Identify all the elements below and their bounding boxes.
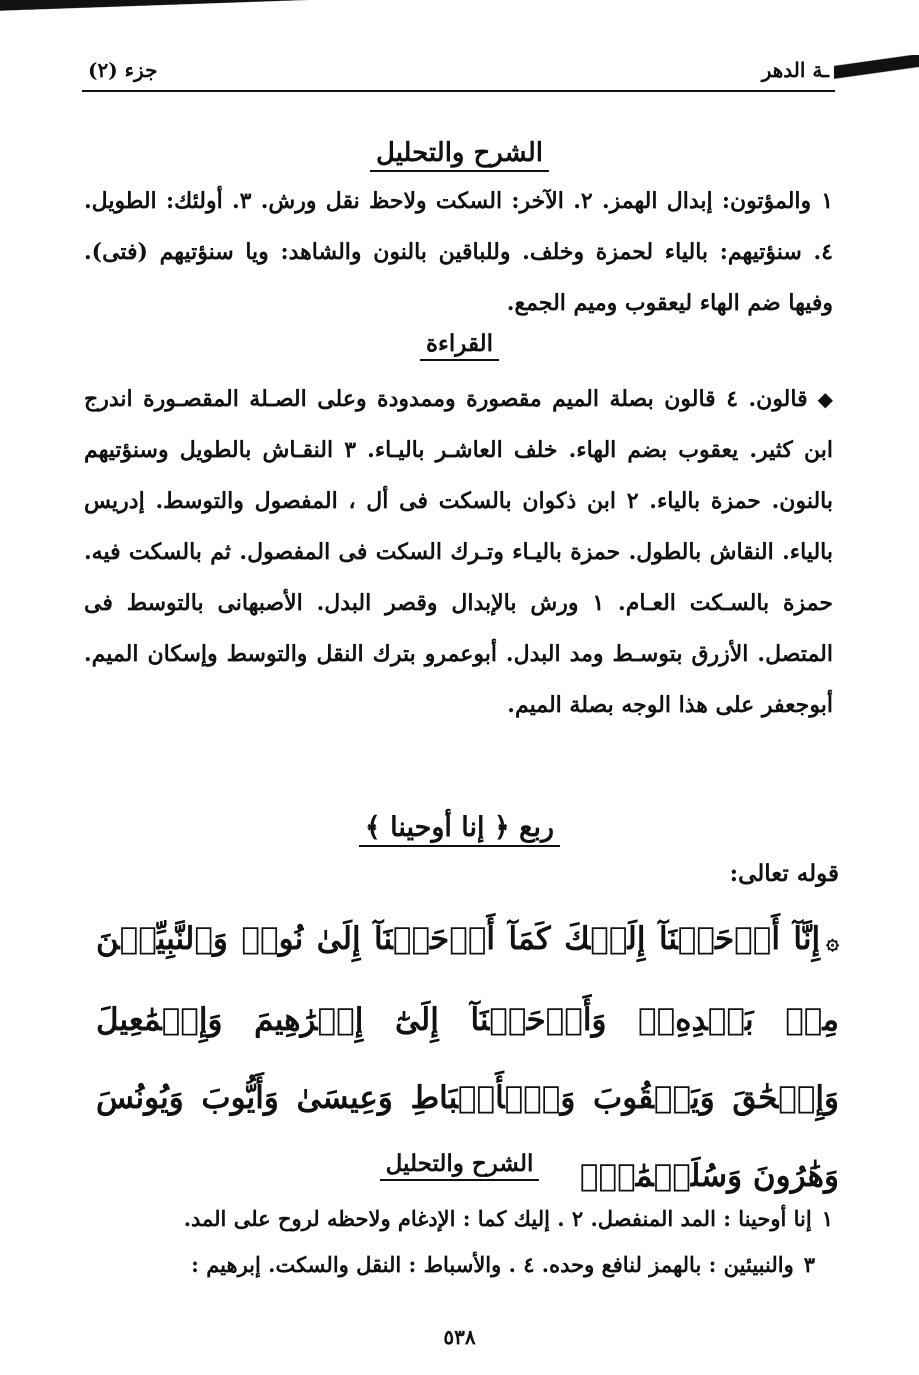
reading-heading-text: القراءة bbox=[420, 330, 499, 361]
reading-paragraph bbox=[84, 374, 833, 731]
reading-text: قالون. ٤ قالون بصلة الميم مقصورة وممدودة وعلى الصـلة المقصـورة اندرج ابن كثير. يعقوب بضم الهاء. خلف العاشـر باليـاء. ٣ النقـاش بالطويل وسنؤتيهم بالنون. حمزة بالياء. ٢ ابن ذكوان بالسكت فى أل ، المفصول والتوسط. إدريس بالياء. النقاش بالطول. حمزة باليـاء وتـرك السكت فى المفصول. ثم بالسكت فيه. حمزة بالسـكت العـام. ١ ورش بالإبدال وقصر البدل. الأصبهانى بالتوسط فى المتصل. الأزرق بتوسـط ومد البدل. أبوعمرو بترك النقل والتوسط وإسكان الميم. أبوجعفر على هذا الوجه بصلة الميم. bbox=[84, 386, 834, 718]
analysis-paragraph-2 bbox=[84, 1196, 833, 1288]
analysis-line-1 bbox=[84, 1196, 833, 1242]
analysis-text: والمؤتون: إبدال الهمز. ٢. الآخر: السكت ولاحظ نقل ورش. ٣. أولئك: الطويل. ٤. سنؤتيهم: بالياء لحمزة وخلف. وللباقين بالنون والشاهد: ويا سنؤتيهم (فتى). وفيها ضم الهاء ليعقوب وميم الجمع. bbox=[84, 188, 833, 316]
item-number: ٣ bbox=[803, 1252, 815, 1277]
rub-heading bbox=[0, 812, 919, 847]
analysis-line-2-text: والنبيئين : بالهمز لنافع وحده. ٤ . والأسباط : النقل والسكت. إبرهيم : bbox=[191, 1252, 794, 1277]
analysis-line-1-text: إنا أوحينا : المد المنفصل. ٢ . إليك كما : الإدغام ولاحظه لروح على المد. bbox=[183, 1206, 812, 1231]
analysis-paragraph bbox=[84, 176, 833, 329]
section-heading-analysis bbox=[0, 138, 919, 172]
diamond-bullet-icon: ◆ bbox=[817, 387, 834, 411]
running-header bbox=[82, 52, 835, 92]
section-heading-analysis-2 bbox=[0, 1150, 919, 1181]
item-number: ١ bbox=[821, 1206, 833, 1231]
page-number: ٥٣٨ bbox=[443, 1325, 476, 1349]
item-number: ١ bbox=[821, 188, 834, 214]
book-title: ـة الدهر bbox=[761, 58, 829, 82]
section-heading-text: الشرح والتحليل bbox=[370, 138, 549, 172]
part-number: جزء (٢) bbox=[88, 58, 158, 82]
rub-el-hizb-icon: ۞ bbox=[826, 929, 839, 955]
scan-shadow-top bbox=[0, 0, 360, 22]
reading-heading bbox=[0, 330, 919, 361]
rub-heading-text: ربع ﴿ إنا أوحينا ﴾ bbox=[359, 812, 560, 847]
verse-text: إِنَّآ أَوۡحَيۡنَآ إِلَيۡكَ كَمَآ أَوۡحَيۡنَآ إِلَىٰ نُوحٖ وَٱلنَّبِيِّـۧنَ مِنۢ بَعۡدِهِۦۚ وَأَوۡحَيۡنَآ إِلَىٰٓ إِبۡرَٰهِيمَ وَإِسۡمَٰعِيلَ وَإِسۡحَٰقَ وَيَعۡقُوبَ وَٱلۡأَسۡبَاطِ وَعِيسَىٰ وَأَيُّوبَ وَيُونُسَ وَهَٰرُونَ وَسُلَيۡمَٰنَۚ bbox=[96, 921, 839, 1194]
verse-intro: قوله تعالى: bbox=[729, 860, 839, 887]
analysis-line-2 bbox=[84, 1242, 815, 1288]
section-heading-text-2: الشرح والتحليل bbox=[380, 1150, 540, 1181]
scan-shadow-right bbox=[834, 55, 919, 95]
